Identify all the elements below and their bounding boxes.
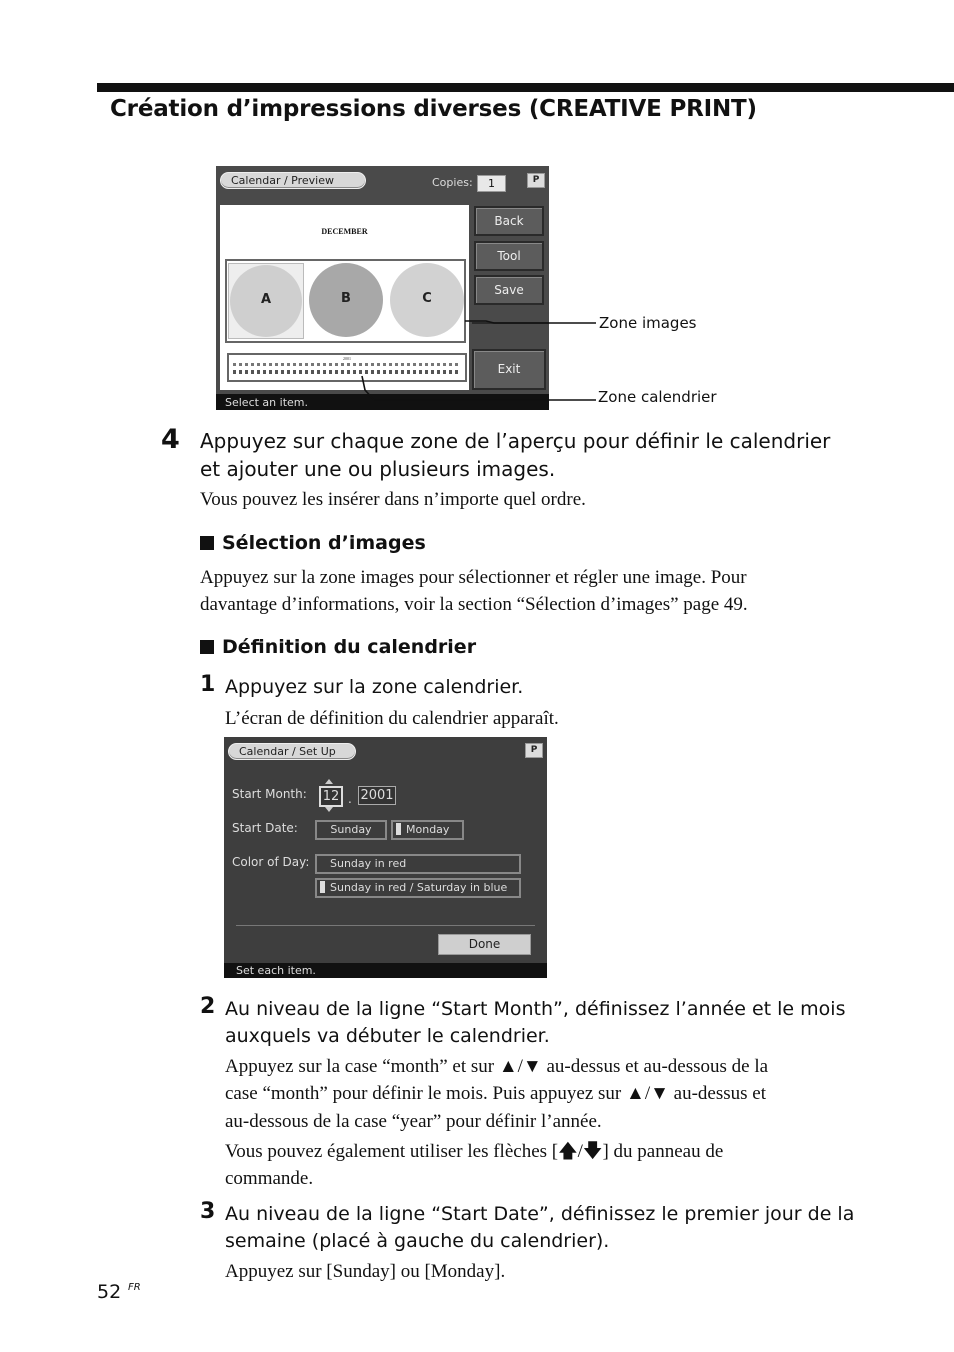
step-2-p2-line1: Vous pouvez également utiliser les flèches [🡅/🡇] du panneau de xyxy=(225,1141,724,1162)
step-3-lead-line1: Au niveau de la ligne “Start Date”, définissez le premier jour de la xyxy=(225,1203,855,1225)
year-field[interactable]: 2001 xyxy=(358,786,396,805)
tool-button[interactable]: Tool xyxy=(474,241,544,271)
callout-leaders xyxy=(340,310,600,410)
section-images-line2: davantage d’informations, voir la section “Sélection d’images” page 49. xyxy=(200,594,748,615)
section-images-title: Sélection d’images xyxy=(222,532,426,554)
section-calendar-title: Définition du calendrier xyxy=(222,636,477,658)
page-number: 52 xyxy=(97,1281,122,1303)
image-label-a: A xyxy=(260,292,272,307)
sunday-button[interactable] xyxy=(315,820,387,840)
setup-status-bar xyxy=(224,963,547,978)
calendar-leader xyxy=(362,376,596,400)
step-1-number: 1 xyxy=(200,672,216,697)
step-4-text: Vous pouvez les insérer dans n’importe quel ordre. xyxy=(200,489,586,510)
square-bullet-icon xyxy=(200,536,214,550)
image-label-c: C xyxy=(422,291,432,306)
monday-label: Monday xyxy=(406,823,450,836)
monday-button[interactable] xyxy=(391,820,464,840)
header-rule xyxy=(97,83,954,92)
step-2-p2-line2: commande. xyxy=(225,1168,314,1189)
color-option1-label: Sunday in red xyxy=(330,857,407,870)
step-1-lead: Appuyez sur la zone calendrier. xyxy=(225,676,524,698)
color-option-sunday-red[interactable] xyxy=(315,854,521,874)
step-2-p1-line1: Appuyez sur la case “month” et sur ▲/▼ au-dessus et au-dessous de la xyxy=(225,1056,769,1077)
square-bullet-icon xyxy=(200,640,214,654)
month-title: DECEMBER xyxy=(321,227,368,236)
p-badge: P xyxy=(527,173,545,188)
selected-marker-icon xyxy=(396,823,401,835)
setup-p-badge: P xyxy=(525,743,543,758)
callout-calendar: Zone calendrier xyxy=(598,388,717,406)
back-button[interactable]: Back xyxy=(474,206,544,236)
month-down-arrow-icon[interactable] xyxy=(325,807,333,812)
step-2-p1-line2: case “month” pour définir le mois. Puis appuyez sur ▲/▼ au-dessus et xyxy=(225,1083,766,1104)
month-field[interactable]: 12 xyxy=(319,786,343,807)
step-4-lead-line1: Appuyez sur chaque zone de l’aperçu pour définir le calendrier xyxy=(200,429,831,453)
screen-title: Calendar / Preview xyxy=(220,172,366,189)
step-2-p1-line3: au-dessous de la case “year” pour définir l’année. xyxy=(225,1111,602,1132)
sunday-label: Sunday xyxy=(330,823,372,836)
calendar-year: 2001 xyxy=(343,356,351,361)
step-4-number: 4 xyxy=(161,424,180,455)
start-date-label: Start Date: xyxy=(232,821,298,835)
exit-button[interactable]: Exit xyxy=(472,349,546,390)
section-images-line1: Appuyez sur la zone images pour sélectionner et régler une image. Pour xyxy=(200,567,747,588)
section-calendar-heading xyxy=(200,636,476,658)
step-2-lead-line2: auxquels va débuter le calendrier. xyxy=(225,1025,550,1047)
color-option-sunday-red-saturday-blue[interactable] xyxy=(315,878,521,898)
copies-label: Copies: xyxy=(432,176,473,189)
section-images-heading xyxy=(200,532,426,554)
page-title: Création d’impressions diverses (CREATIVE PRINT) xyxy=(110,96,757,122)
copies-field[interactable]: 1 xyxy=(477,175,506,192)
page-lang: FR xyxy=(128,1282,141,1293)
color-of-day-label: Color of Day: xyxy=(232,855,310,869)
images-leader xyxy=(465,321,596,323)
status-text: Select an item. xyxy=(225,396,308,409)
month-up-arrow-icon[interactable] xyxy=(325,779,333,784)
step-3-text: Appuyez sur [Sunday] ou [Monday]. xyxy=(225,1261,506,1282)
month-year-separator: . xyxy=(348,792,352,806)
setup-screen-title: Calendar / Set Up xyxy=(228,743,356,760)
done-button[interactable]: Done xyxy=(438,934,531,955)
step-1-text: L’écran de définition du calendrier apparaît. xyxy=(225,708,559,729)
setup-status-text: Set each item. xyxy=(236,964,316,977)
save-button[interactable]: Save xyxy=(474,275,544,305)
step-4-lead-line2: et ajouter une ou plusieurs images. xyxy=(200,457,556,481)
selected-marker-icon xyxy=(320,881,325,893)
step-2-lead-line1: Au niveau de la ligne “Start Month”, définissez l’année et le mois xyxy=(225,998,846,1020)
setup-divider xyxy=(236,925,535,926)
callout-images: Zone images xyxy=(599,314,697,332)
step-3-number: 3 xyxy=(200,1199,216,1224)
step-2-number: 2 xyxy=(200,994,216,1019)
image-slot-a[interactable] xyxy=(228,263,304,339)
color-option2-label: Sunday in red / Saturday in blue xyxy=(330,881,508,894)
step-3-lead-line2: semaine (placé à gauche du calendrier). xyxy=(225,1230,610,1252)
start-month-label: Start Month: xyxy=(232,787,307,801)
image-label-b: B xyxy=(341,291,351,306)
calendar-setup-screen xyxy=(224,737,547,978)
